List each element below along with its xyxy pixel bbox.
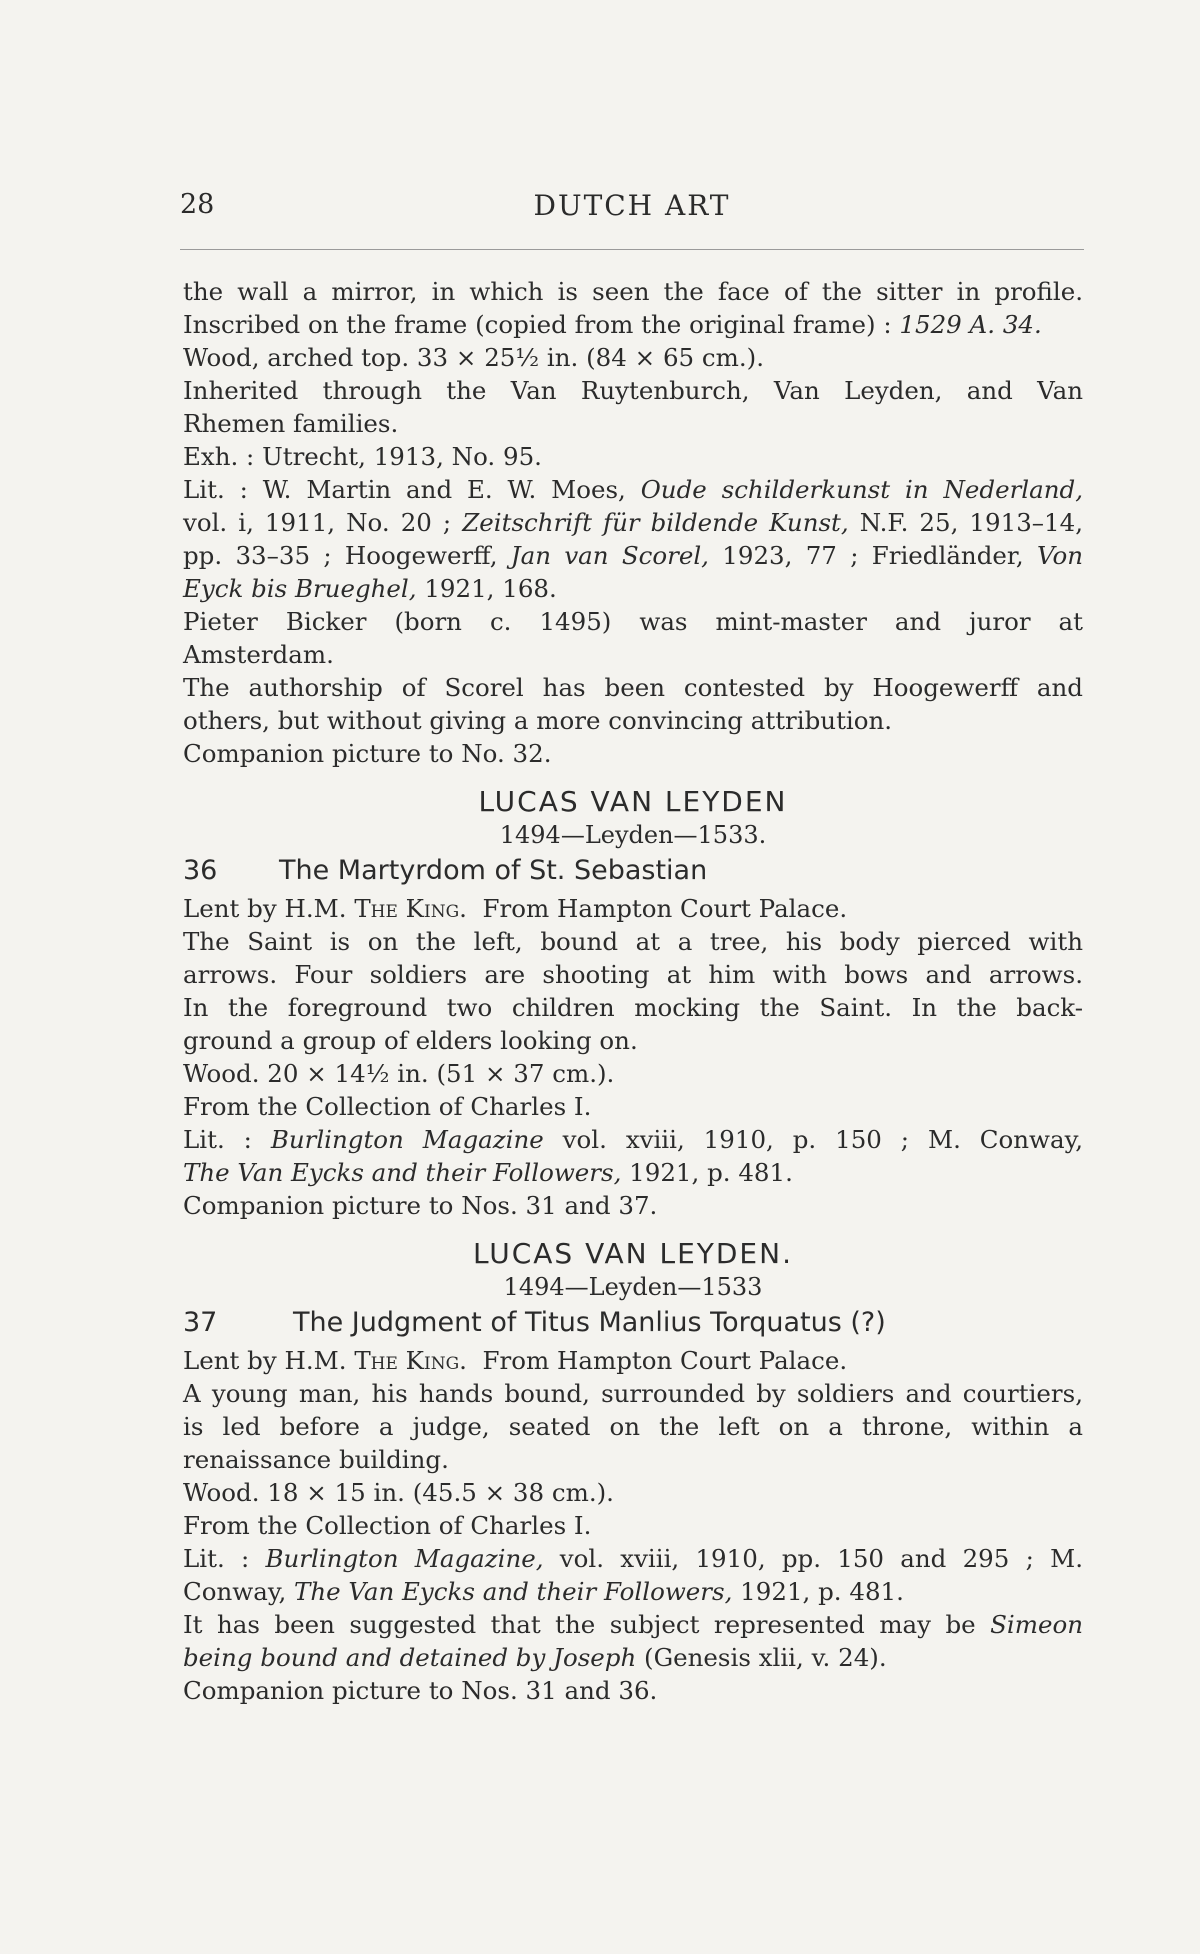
provenance-line: Rhemen families.: [183, 409, 399, 438]
continued-entry: [183, 276, 1083, 769]
description-line: In the foreground two children mocking the Saint. In the back-: [183, 993, 1083, 1022]
running-title: DUTCH ART: [533, 189, 731, 222]
entry-title: [183, 853, 1083, 889]
lender-line: Lent by H.M. The King. From Hampton Court Palace.: [183, 1346, 848, 1375]
companion-line: Companion picture to No. 32.: [183, 739, 552, 768]
companion-line: Companion picture to Nos. 31 and 37.: [183, 1191, 658, 1220]
lender-line: Lent by H.M. The King. From Hampton Court Palace.: [183, 894, 848, 923]
provenance-line: Inherited through the Van Ruytenburch, Van Leyden, and Van: [183, 376, 1083, 405]
artist-heading: LUCAS VAN LEYDEN: [478, 785, 788, 818]
page-body: [183, 276, 1083, 1708]
note-line: others, but without giving a more convincing attribution.: [183, 706, 893, 735]
entry-title-text: The Judgment of Titus Manlius Torquatus (?): [293, 1307, 886, 1338]
page-header: [180, 185, 1084, 229]
companion-line: Companion picture to Nos. 31 and 36.: [183, 1676, 658, 1705]
literature-line: Lit. : Burlington Magazine, vol. xviii, 1910, pp. 150 and 295 ; M.: [183, 1544, 1083, 1573]
artist-heading: LUCAS VAN LEYDEN.: [473, 1237, 793, 1270]
description-line: arrows. Four soldiers are shooting at him with bows and arrows.: [183, 960, 1083, 989]
note-line: being bound and detained by Joseph (Genesis xlii, v. 24).: [183, 1643, 887, 1672]
literature-line: Lit. : W. Martin and E. W. Moes, Oude schilderkunst in Nederland,: [183, 475, 1083, 504]
exhibition-line: Exh. : Utrecht, 1913, No. 95.: [183, 442, 542, 471]
note-line: The authorship of Scorel has been contested by Hoogewerff and: [183, 673, 1083, 702]
artist-dates: 1494—Leyden—1533.: [499, 821, 767, 849]
header-rule: [180, 249, 1084, 250]
provenance-line: From the Collection of Charles I.: [183, 1092, 592, 1121]
literature-line: The Van Eycks and their Followers, 1921, p. 481.: [183, 1158, 793, 1187]
catalogue-entry-36: [183, 785, 1083, 1221]
entry-title: [183, 1305, 1083, 1341]
description-line: ground a group of elders looking on.: [183, 1026, 638, 1055]
description-line: A young man, his hands bound, surrounded by soldiers and courtiers,: [183, 1379, 1083, 1408]
literature-line: Conway, The Van Eycks and their Followers, 1921, p. 481.: [183, 1577, 904, 1606]
medium-line: Wood. 20 × 14½ in. (51 × 37 cm.).: [183, 1059, 615, 1088]
medium-line: Wood, arched top. 33 × 25½ in. (84 × 65 cm.).: [183, 343, 764, 372]
literature-line: Lit. : Burlington Magazine vol. xviii, 1910, p. 150 ; M. Conway,: [183, 1125, 1083, 1154]
text-line: the wall a mirror, in which is seen the face of the sitter in profile.: [183, 277, 1083, 306]
description-line: is led before a judge, seated on the left on a throne, within a: [183, 1412, 1083, 1441]
description-line: renaissance building.: [183, 1445, 449, 1474]
note-line: It has been suggested that the subject represented may be Simeon: [183, 1610, 1083, 1639]
catalogue-entry-37: [183, 1237, 1083, 1706]
medium-line: Wood. 18 × 15 in. (45.5 × 38 cm.).: [183, 1478, 614, 1507]
artist-dates: 1494—Leyden—1533: [503, 1273, 763, 1301]
description-line: The Saint is on the left, bound at a tree, his body pierced with: [183, 927, 1083, 956]
page-number: 28: [180, 189, 215, 220]
note-line: Amsterdam.: [183, 640, 334, 669]
entry-title-text: The Martyrdom of St. Sebastian: [279, 855, 708, 886]
note-line: Pieter Bicker (born c. 1495) was mint-master and juror at: [183, 607, 1083, 636]
inscription-line: Inscribed on the frame (copied from the original frame) : 1529 A. 34.: [183, 310, 1042, 339]
entry-number: 37: [183, 1307, 218, 1338]
provenance-line: From the Collection of Charles I.: [183, 1511, 592, 1540]
literature-line: Eyck bis Brueghel, 1921, 168.: [183, 574, 557, 603]
literature-line: vol. i, 1911, No. 20 ; Zeitschrift für bildende Kunst, N.F. 25, 1913–14,: [183, 508, 1083, 537]
literature-line: pp. 33–35 ; Hoogewerff, Jan van Scorel, 1923, 77 ; Friedländer, Von: [183, 541, 1083, 570]
entry-number: 36: [183, 855, 218, 886]
